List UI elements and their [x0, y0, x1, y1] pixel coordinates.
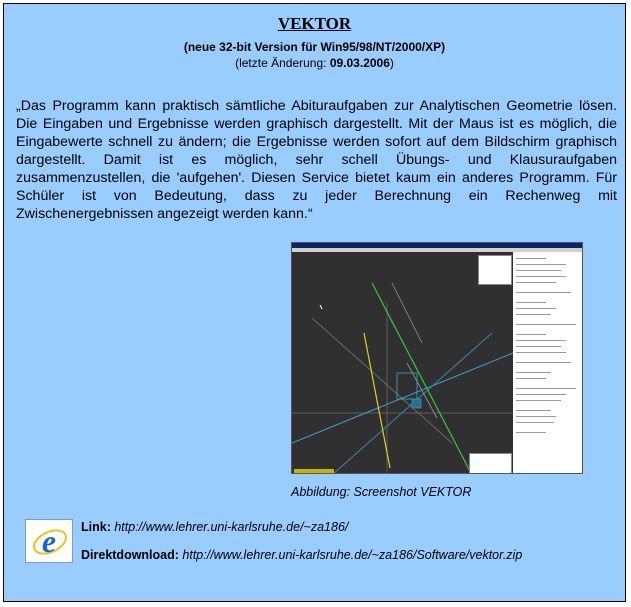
svg-text:e: e [41, 523, 57, 559]
homepage-link[interactable]: http://www.lehrer.uni-karlsruhe.de/~za186/ [114, 520, 349, 534]
page-title: VEKTOR [277, 14, 352, 33]
screenshot-output-pane [513, 252, 583, 474]
screenshot-input-box [469, 453, 512, 474]
download-row [81, 548, 522, 562]
link-label: Link: [81, 520, 111, 534]
program-description: „Das Programm kann praktisch sämtliche Abituraufgaben zur Analytischen Geometrie lösen. Die Eingaben und Ergebnisse werden graphisch dargestellt. Mit der Maus ist es möglich, die Eingabewerte schnell zu ändern; die Ergebnisse werden sofort auf dem Bildschirm graphisch dargestellt. Damit ist es möglich, sehr schell Übungs- und Klausuraufgaben zusammenzustellen, die 'aufgehen'. Diesen Service bietet kaum ein anderes Programm. Für Schüler ist von Bedeutung, dass zu jeder Berechnung ein Rechenweg mit Zwischenergebnissen angezeigt werden kann.“ [16, 98, 617, 222]
content-panel [3, 3, 626, 602]
last-changed-prefix: (letzte Änderung: [235, 56, 330, 70]
figure-caption: Abbildung: Screenshot VEKTOR [291, 485, 472, 499]
screenshot-status-bar [294, 469, 334, 473]
last-changed [4, 56, 625, 70]
version-subtitle: (neue 32-bit Version für Win95/98/NT/2000/XP) [183, 40, 446, 54]
download-label: Direktdownload: [81, 548, 179, 562]
ie-logo-icon [26, 520, 72, 562]
vektor-screenshot [291, 242, 583, 474]
download-link[interactable]: http://www.lehrer.uni-karlsruhe.de/~za186/Software/vektor.zip [182, 548, 523, 562]
last-changed-suffix: ) [389, 56, 394, 70]
internet-explorer-icon[interactable] [25, 519, 73, 563]
last-changed-date: 09.03.2006 [329, 56, 390, 70]
link-row [81, 520, 348, 534]
screenshot-color-palette [478, 255, 512, 285]
